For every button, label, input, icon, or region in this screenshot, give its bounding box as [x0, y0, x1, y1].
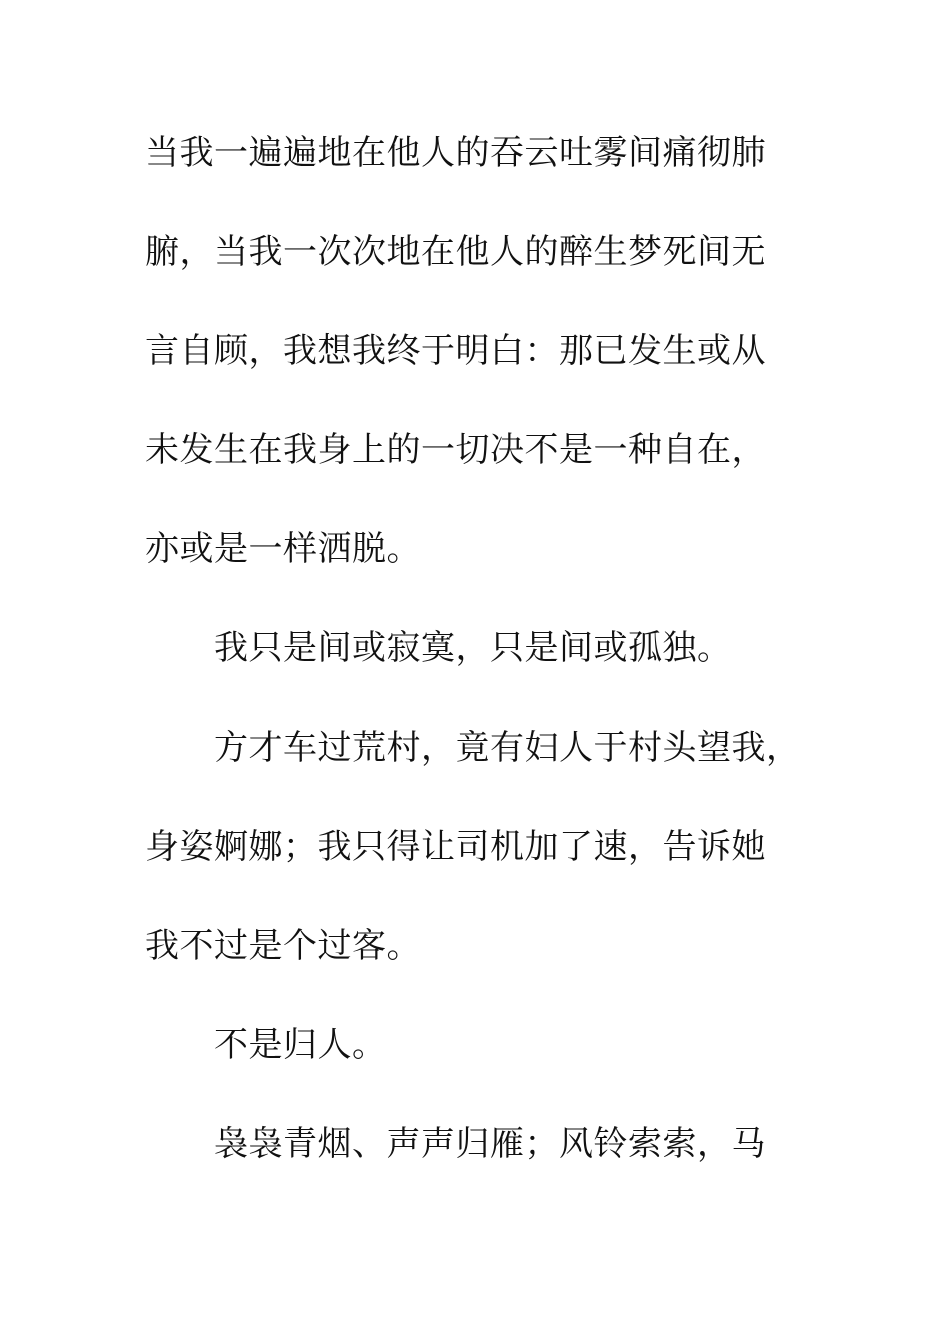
- text-line: 方才车过荒村，竟有妇人于村头望我，: [214, 728, 801, 768]
- text-line: 亦或是一样洒脱。: [145, 529, 421, 569]
- text-line: 袅袅青烟、声声归雁；风铃索索，马: [214, 1124, 766, 1164]
- text-line: 我只是间或寂寞，只是间或孤独。: [214, 628, 732, 668]
- text-line: 当我一遍遍地在他人的吞云吐雾间痛彻肺: [145, 133, 766, 173]
- text-line: 身姿婀娜；我只得让司机加了速，告诉她: [145, 827, 766, 867]
- text-line: 我不过是个过客。: [145, 926, 421, 966]
- text-line: 不是归人。: [214, 1025, 387, 1065]
- text-line: 腑，当我一次次地在他人的醉生梦死间无: [145, 232, 766, 272]
- text-line: 未发生在我身上的一切决不是一种自在，: [145, 430, 766, 470]
- text-line: 言自顾，我想我终于明白：那已发生或从: [145, 331, 766, 371]
